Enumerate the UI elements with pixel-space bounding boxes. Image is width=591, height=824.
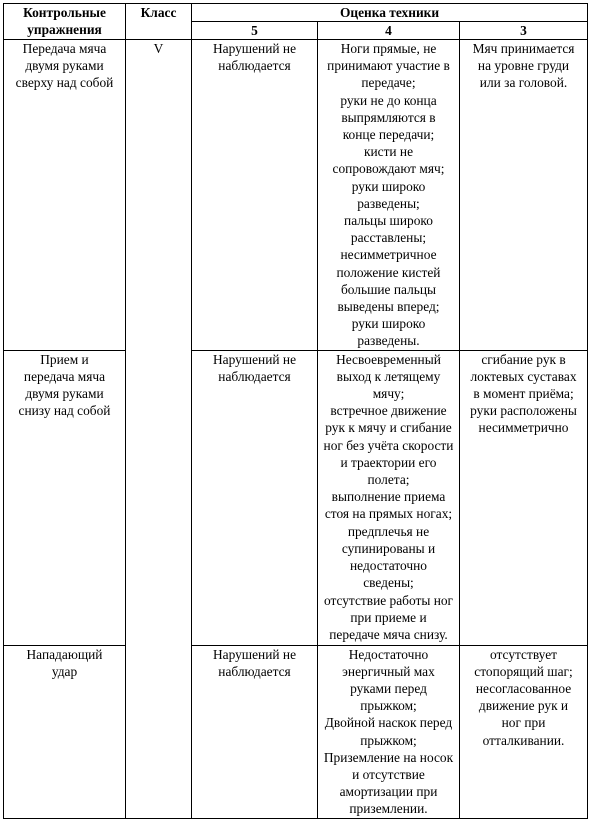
cell-line: Двойной наскок перед	[324, 715, 453, 731]
cell-line: полета;	[367, 472, 410, 488]
header-exercises-line-2: упражнения	[27, 22, 102, 37]
cell-line: ног при	[501, 715, 546, 731]
cell-line: Нарушений не	[212, 41, 297, 56]
cell-line: двумя руками	[25, 58, 104, 74]
cell-line: мячу;	[372, 386, 405, 402]
cell-line: передаче;	[361, 75, 416, 91]
cell-line: Нападающий	[26, 646, 103, 662]
cell-line: Ноги прямые, не	[340, 41, 437, 56]
cell-line: наблюдается	[218, 368, 291, 384]
grade-4-cell	[318, 350, 460, 645]
cell-line: Передача мяча	[22, 41, 107, 56]
cell-line: при приеме и	[350, 609, 427, 625]
header-exercises-line-1: Контрольные	[23, 5, 106, 20]
header-grade-4: 4	[318, 22, 460, 40]
cell-line: двумя руками	[25, 386, 104, 402]
header-grade-5: 5	[192, 22, 318, 40]
exercise-cell	[4, 40, 126, 351]
cell-line: пальцы широко	[344, 213, 433, 229]
cell-line: конце передачи;	[342, 127, 435, 143]
header-grade: Оценка техники	[192, 4, 588, 22]
grade-3-cell	[460, 350, 588, 645]
cell-line: выход к летящему	[336, 368, 441, 384]
cell-line: сведены;	[363, 575, 414, 591]
cell-line: локтевых суставах	[470, 368, 577, 384]
cell-line: выпрямляются в	[341, 109, 436, 125]
grade-4-cell	[318, 40, 460, 351]
cell-line: супинированы и	[341, 540, 436, 556]
cell-line: движение рук и	[478, 698, 569, 714]
cell-line: амортизации при	[339, 784, 438, 800]
cell-line: руки широко	[351, 316, 426, 332]
grade-5-cell	[192, 645, 318, 818]
cell-line: Нарушений не	[212, 351, 297, 367]
cell-line: рук к мячу и сгибание	[325, 420, 452, 436]
cell-line: и отсутствие	[352, 767, 425, 783]
cell-line: передаче мяча снизу.	[329, 626, 448, 642]
cell-line: сгибание рук в	[481, 351, 566, 367]
cell-line: руки не до конца	[340, 92, 437, 108]
cell-line: выведены вперед;	[337, 299, 440, 315]
cell-line: снизу над собой	[18, 403, 111, 419]
cell-line: отсутствие работы ног	[323, 592, 454, 608]
cell-line: выполнение приема	[331, 489, 446, 505]
cell-line: энергичный мах	[342, 663, 435, 679]
class-cell: V	[126, 40, 192, 819]
grade-5-cell	[192, 40, 318, 351]
grade-3-cell	[460, 645, 588, 818]
cell-line: большие пальцы	[340, 281, 437, 297]
cell-line: предплечья не	[347, 523, 430, 539]
cell-line: наблюдается	[218, 58, 291, 74]
cell-line: отталкивании.	[482, 732, 565, 748]
cell-line: сверху над собой	[15, 75, 114, 91]
grade-4-cell	[318, 645, 460, 818]
cell-line: или за головой.	[479, 75, 568, 91]
cell-line: отсутствует	[490, 646, 558, 662]
cell-line: разведены;	[357, 195, 420, 211]
header-exercises	[4, 4, 126, 40]
cell-line: руки расположены	[470, 403, 577, 419]
cell-line: кисти не	[363, 144, 414, 160]
cell-line: стопорящий шаг;	[474, 663, 573, 679]
cell-line: и траектории его	[340, 454, 437, 470]
cell-line: расставлены;	[350, 230, 427, 246]
cell-line: передача мяча	[23, 368, 106, 384]
cell-line: несогласованное	[475, 681, 572, 697]
cell-line: стоя на прямых ногах;	[324, 506, 453, 522]
cell-line: Несвоевременный	[336, 351, 441, 367]
cell-line: на уровне груди	[477, 58, 570, 74]
cell-line: Нарушений не	[212, 646, 297, 662]
cell-line: Мяч принимается	[472, 41, 575, 56]
cell-line: Прием и	[40, 351, 89, 367]
table-row	[4, 645, 588, 818]
cell-line: принимают участие в	[327, 58, 450, 74]
cell-line: несимметричное	[340, 247, 437, 263]
header-class: Класс	[126, 4, 192, 40]
cell-line: недостаточно	[350, 558, 427, 574]
cell-line: руками перед	[350, 681, 427, 697]
cell-line: разведены.	[357, 333, 420, 349]
cell-line: прыжком;	[360, 732, 417, 748]
cell-line: удар	[51, 663, 78, 679]
technique-assessment-table	[3, 3, 588, 819]
table-row	[4, 350, 588, 645]
cell-line: руки широко	[351, 178, 426, 194]
header-grade-3: 3	[460, 22, 588, 40]
exercise-cell	[4, 350, 126, 645]
grade-3-cell	[460, 40, 588, 351]
cell-line: приземлении.	[349, 801, 428, 817]
cell-line: ног без учёта скорости	[323, 437, 454, 453]
cell-line: Приземление на носок	[323, 749, 454, 765]
cell-line: наблюдается	[218, 663, 291, 679]
cell-line: прыжком;	[360, 698, 417, 714]
cell-line: сопровождают мяч;	[332, 161, 445, 177]
table-row	[4, 40, 588, 351]
cell-line: положение кистей	[336, 264, 441, 280]
cell-line: несимметрично	[478, 420, 569, 436]
cell-line: встречное движение	[330, 403, 447, 419]
exercise-cell	[4, 645, 126, 818]
grade-5-cell	[192, 350, 318, 645]
cell-line: в момент приёма;	[473, 386, 574, 402]
cell-line: Недостаточно	[348, 646, 429, 662]
